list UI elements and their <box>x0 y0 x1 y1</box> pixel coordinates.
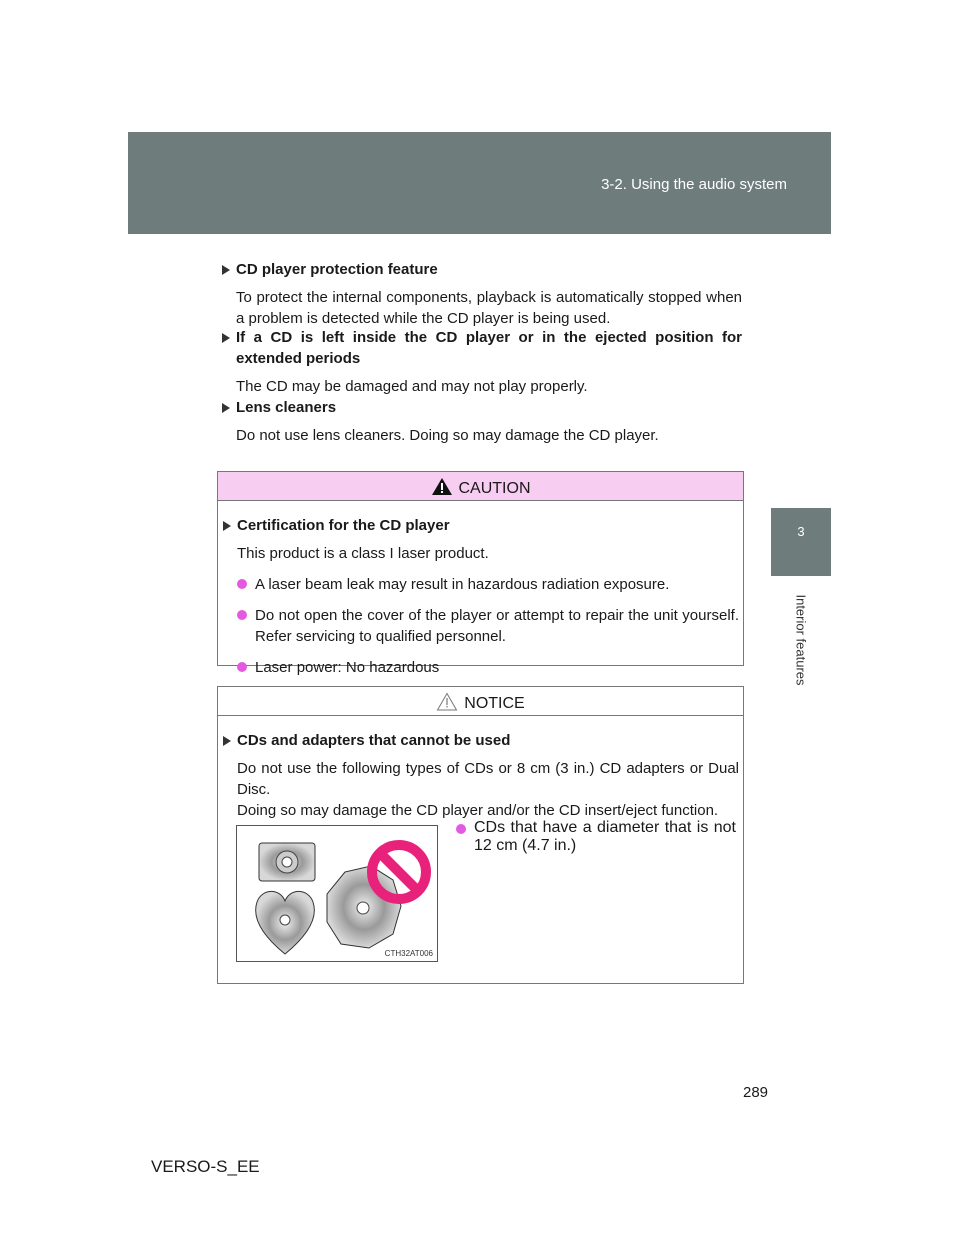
caution-heading-text: Certification for the CD player <box>237 517 450 534</box>
notice-heading <box>223 730 739 751</box>
caution-body <box>218 501 743 678</box>
caution-bullet <box>237 605 739 647</box>
square-bullet-icon <box>223 521 231 531</box>
note-lens-cleaners <box>222 397 742 446</box>
square-bullet-icon <box>223 736 231 746</box>
illustration-code: CTH32AT006 <box>384 949 433 958</box>
note-heading <box>222 259 742 280</box>
heart-cd-icon <box>256 891 315 954</box>
caution-title: CAUTION <box>458 480 531 497</box>
chapter-label <box>792 585 810 695</box>
notice-title-row <box>218 692 743 713</box>
caution-header <box>218 472 743 501</box>
note-heading <box>222 397 742 418</box>
header-bar <box>128 132 831 234</box>
note-left-inside <box>222 327 742 397</box>
square-cd-icon <box>259 843 315 881</box>
caution-box <box>217 471 744 676</box>
square-bullet-icon <box>222 403 230 413</box>
caution-title-row <box>218 477 743 498</box>
caution-heading <box>223 515 739 536</box>
warning-outline-icon <box>436 692 458 711</box>
notice-heading-text: CDs and adapters that cannot be used <box>237 732 511 749</box>
document-code: VERSO-S_EE <box>151 1157 260 1176</box>
page-number: 289 <box>743 1084 769 1101</box>
notice-body-line: Do not use the following types of CDs or 8 cm (3 in.) CD adapters or Dual Disc. <box>237 760 739 798</box>
caution-bullet-text: Do not open the cover of the player or attempt to repair the unit yourself. Refer servicing to qualified personnel. <box>255 607 739 645</box>
caution-bullet <box>237 574 739 595</box>
note-body: Do not use lens cleaners. Doing so may damage the CD player. <box>236 427 659 444</box>
note-heading-text: Lens cleaners <box>236 399 337 416</box>
note-protection <box>222 259 742 329</box>
notice-header <box>218 687 743 716</box>
chapter-tab <box>771 508 831 576</box>
note-heading-text: CD player protection feature <box>236 261 438 278</box>
notice-body-text <box>223 758 739 821</box>
square-bullet-icon <box>222 265 230 275</box>
caution-bullet <box>237 657 739 678</box>
note-heading-text: If a CD is left inside the CD player or in the ejected position for extended periods <box>236 329 742 367</box>
section-title: 3-2. Using the audio system <box>601 176 787 193</box>
octagon-cd-icon <box>327 866 401 948</box>
bullet-dot-icon <box>237 579 247 589</box>
cd-shapes-drawing <box>237 826 437 961</box>
square-bullet-icon <box>222 333 230 343</box>
caution-intro: This product is a class I laser product. <box>237 545 489 562</box>
notice-title: NOTICE <box>464 695 525 712</box>
notice-bullet-text: CDs that have a diameter that is not 12 cm (4.7 in.) <box>474 819 736 854</box>
caution-bullet-text: Laser power: No hazardous <box>255 659 440 676</box>
notice-body <box>218 716 743 821</box>
chapter-number: 3 <box>797 524 805 539</box>
notice-bullet <box>456 819 736 855</box>
caution-bullet-text: A laser beam leak may result in hazardous radiation exposure. <box>255 576 670 593</box>
note-body: To protect the internal components, playback is automatically stopped when a problem is detected while the CD player is being used. <box>236 289 742 327</box>
note-heading <box>222 327 742 369</box>
chapter-label-text: Interior features <box>793 594 809 686</box>
note-body: The CD may be damaged and may not play properly. <box>236 378 588 395</box>
bullet-dot-icon <box>456 824 466 834</box>
notice-body-line: Doing so may damage the CD player and/or the CD insert/eject function. <box>237 802 719 819</box>
prohibited-cds-illustration <box>236 825 438 962</box>
bullet-dot-icon <box>237 610 247 620</box>
bullet-dot-icon <box>237 662 247 672</box>
warning-triangle-icon <box>431 477 453 496</box>
